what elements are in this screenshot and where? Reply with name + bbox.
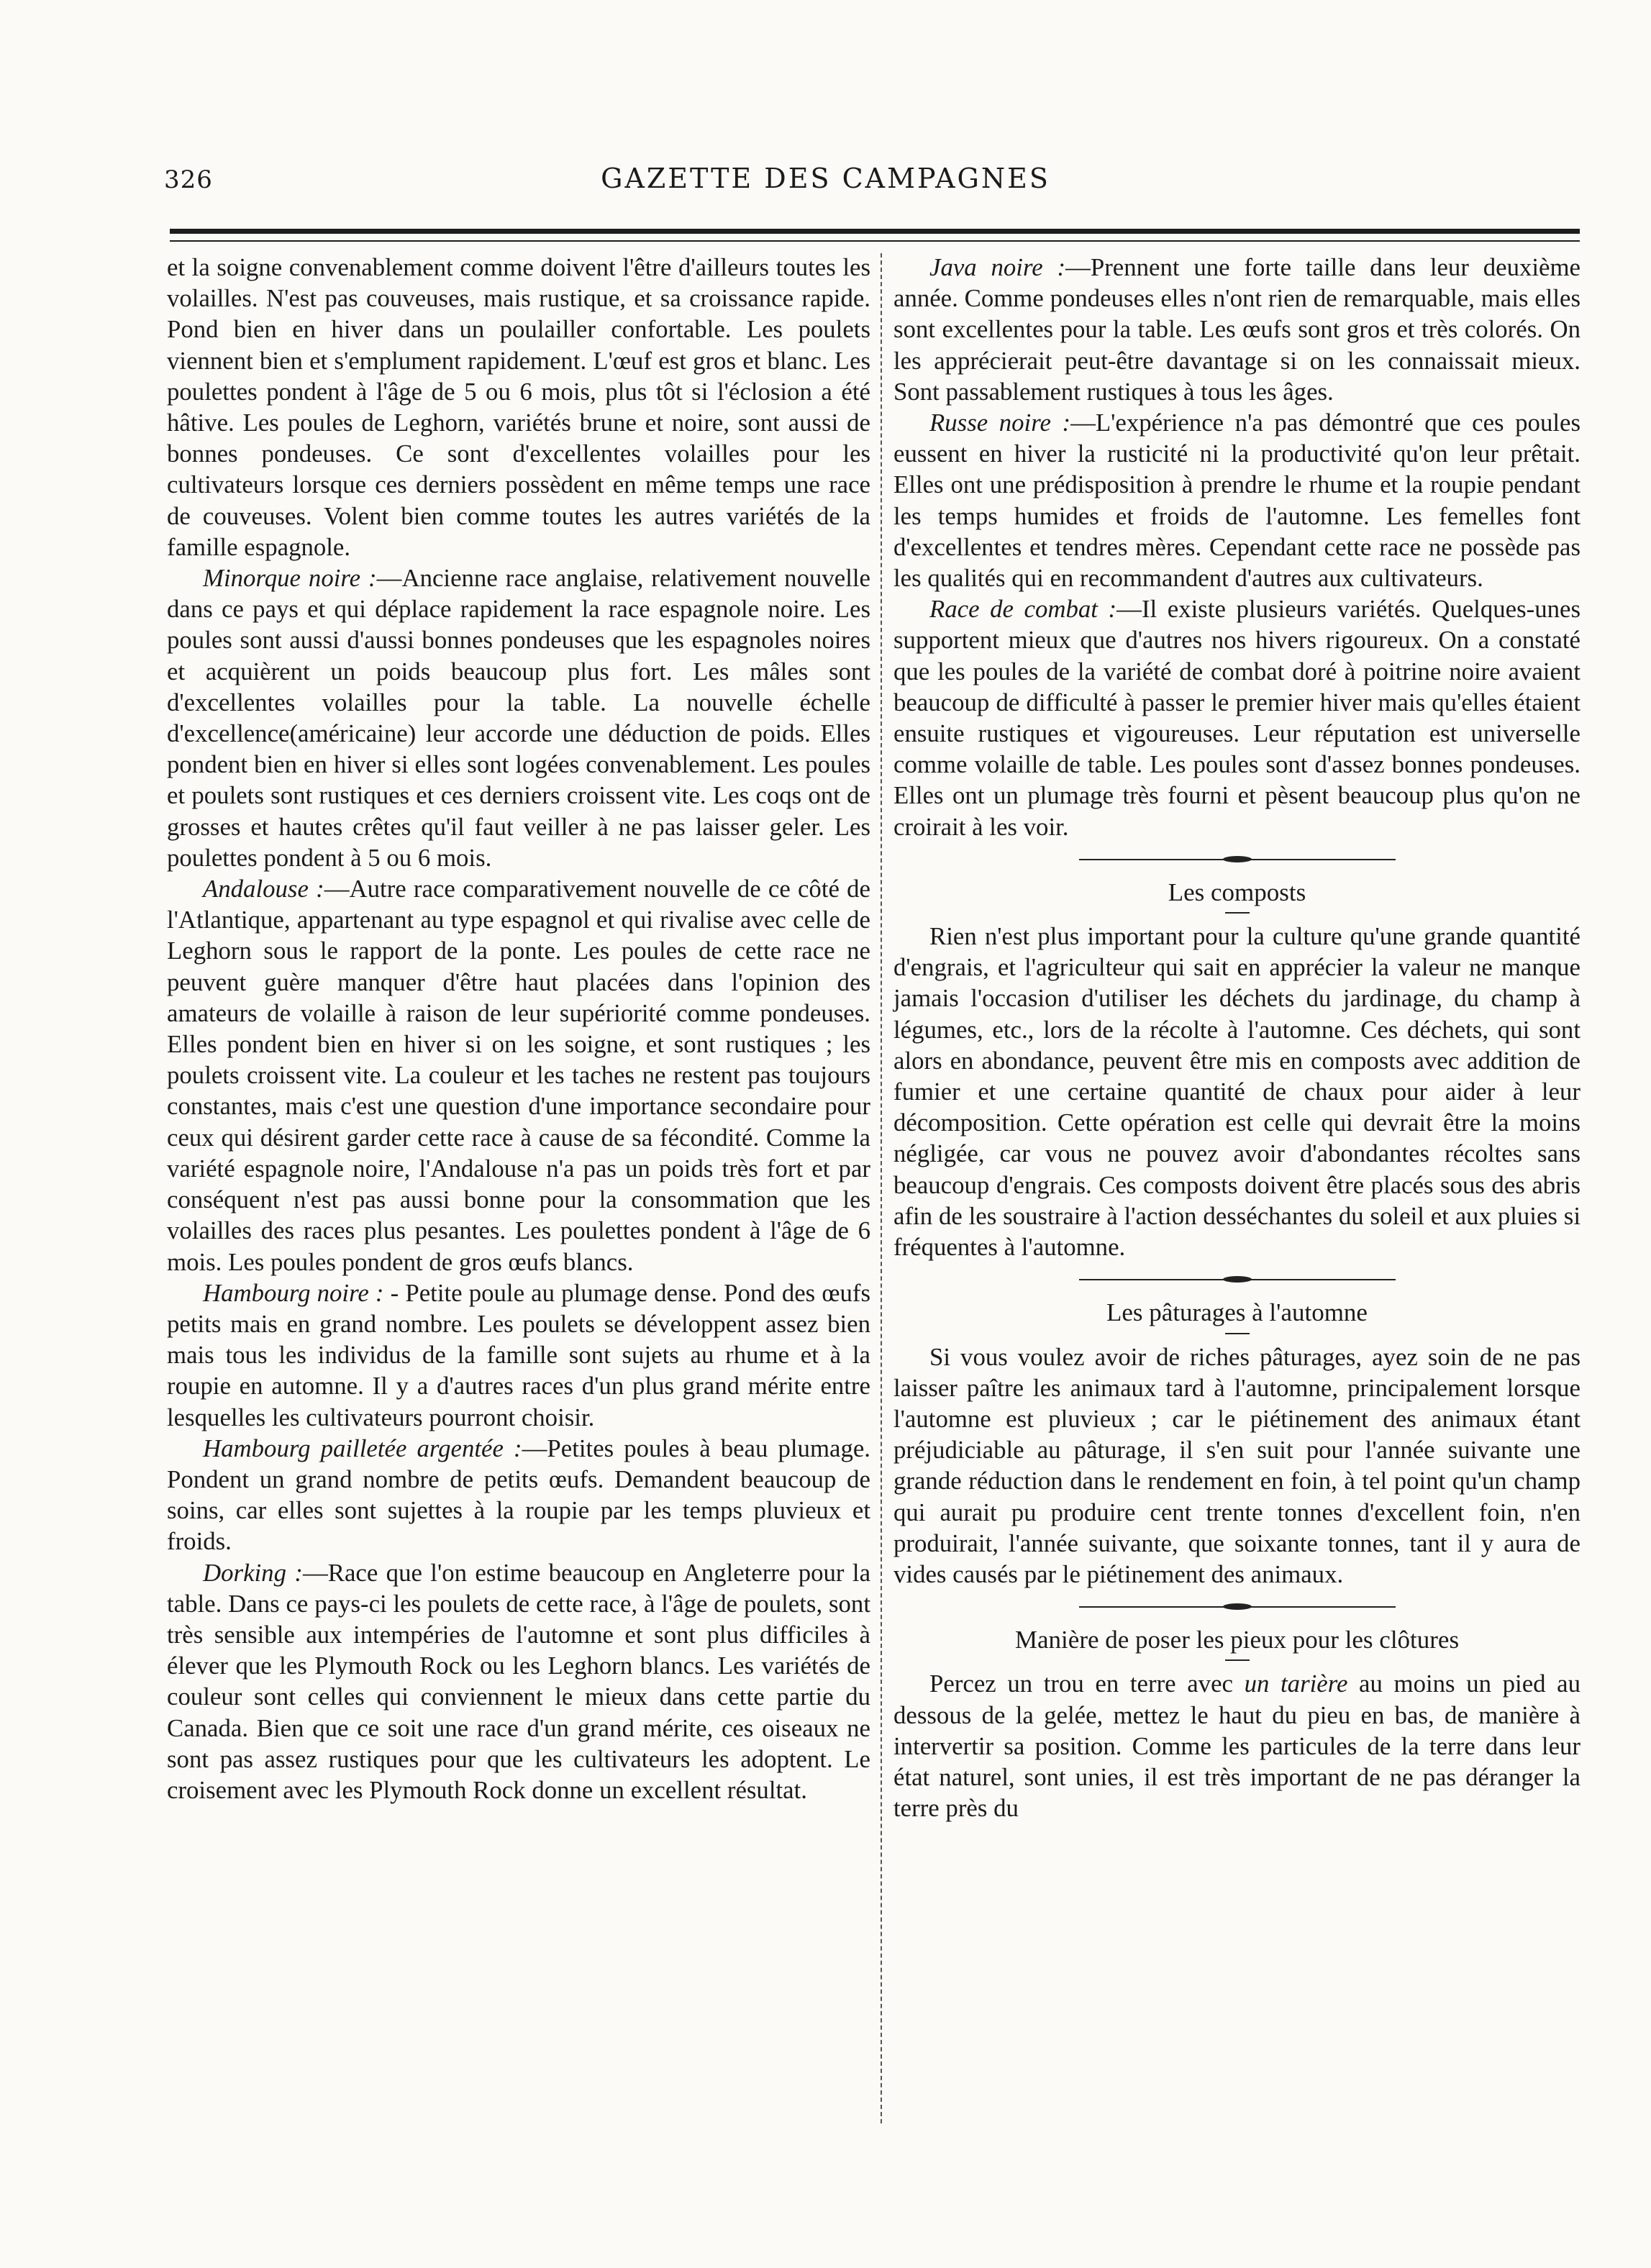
lead-hambourg-paillete: Hambourg pailletée argentée : xyxy=(203,1434,522,1462)
paragraph-russe xyxy=(893,407,1580,593)
section-ornament-rule xyxy=(1079,1278,1396,1281)
text-russe: —L'expérience n'a pas démontré que ces poules eussent en hiver la rusticité ni la productivité qu'on leur prêtait. Elles ont une prédisposition à prendre le rhume et la roupie pendant les temps humides et froids de l'automne. Les femelles font d'excellentes et tendres mères. Cependant cette race ne possède pas les qualités qui en recommandent d'autres aux cultivateurs. xyxy=(893,409,1580,593)
paragraph-paturages: Si vous voulez avoir de riches pâturages, ayez soin de ne pas laisser paître les animaux tard à l'automne, principalement lorsque l'automne est pluvieux ; car le piétinement des animaux étant préjudiciable au pâturage, il s'en suit pour l'année suivante une grande réduction dans le rendement en foin, à tel point qu'un champ qui aurait pu produire cent trente tonnes d'excellent foin, n'en produirait, l'année suivante, que soixante tonnes, tant il y aura de vides causés par le piétinement des animaux. xyxy=(893,1342,1580,1588)
page-number: 326 xyxy=(164,165,213,194)
paragraph-hambourg-noire xyxy=(167,1278,870,1433)
text-hambourg-noire: - Petite poule au plumage dense. Pond des œufs petits mais en grand nombre. Les poulets se développent assez bien mais tous les individus de la famille sont sujets au rhume et à la roupie en automne. Il y a d'autres races d'un plus grand mérite entre lesquelles les cultivateurs pourront choisir. xyxy=(167,1278,870,1431)
lead-russe: Russe noire : xyxy=(929,409,1071,437)
lead-minorque: Minorque noire : xyxy=(203,564,377,593)
text-pieux-a: Percez un trou en terre avec xyxy=(929,1670,1245,1698)
text-dorking: —Race que l'on estime beaucoup en Angleterre pour la table. Dans ce pays-ci les poulets de cette race, à l'âge de poulets, sont très sensible aux intempéries de l'automne et sont plus difficiles à élever que les Plymouth Rock ou les Leghorn blancs. Les variétés de couleur sont celles qui conviennent le mieux dans cette partie du Canada. Bien que ce soit une race d'un grand mérite, ces oiseaux ne sont pas assez rustiques pour que les cultivateurs les adoptent. Le croisement avec les Plymouth Rock donne un excellent résultat. xyxy=(167,1558,871,1804)
text-minorque: —Ancienne race anglaise, relativement nouvelle dans ce pays et qui déplace rapidement la race espagnole noire. Les poules sont aussi d'aussi bonnes pondeuses que les espagnoles noires et acquièrent un poids beaucoup plus fort. Les mâles sont d'excellentes volailles pour la table. La nouvelle échelle d'excellence(américaine) leur accorde une déduction de poids. Elles pondent bien en hiver si elles sont logées convenablement. Les poules et poulets sont rustiques et ces derniers croissent vite. Les coqs ont de grosses et hautes crêtes qu'il faut veiller à ne pas laisser geler. Les poulettes pondent à 5 ou 6 mois. xyxy=(167,564,870,872)
paragraph-minorque xyxy=(167,563,870,873)
paragraph-composts: Rien n'est plus important pour la culture qu'une grande quantité d'engrais, et l'agriculteur qui sait en apprécier la valeur ne manque jamais l'occasion d'utiliser les déchets du jardinage, du champ à légumes, etc., lors de la récolte à l'automne. Ces déchets, qui sont alors en abondance, peuvent être mis en composts avec addition de fumier et une certaine quantité de chaux pour aider à leur décomposition. Cette opération est celle qui devrait être la moins négligée, car vous ne pouvez avoir d'abondantes récoltes sans beaucoup d'engrais. Ces composts doivent être placés sous des abris afin de les soustraire à l'action desséchantes du soleil et aux pluies si fréquentes à l'automne. xyxy=(893,922,1580,1262)
text-combat: —Il existe plusieurs variétés. Quelques-unes supportent mieux que d'autres nos hivers rigoureux. On a constaté que les poules de la variété de combat doré à poitrine noire avaient beaucoup de difficulté à passer le premier hiver mais qu'elles étaient ensuite rustiques et vigoureuses. Leur réputation est universelle comme volaille de table. Les poules sont d'assez bonnes pondeuses. Elles ont un plumage très fourni et pèsent beaucoup plus qu'on ne croirait à les voir. xyxy=(893,595,1580,841)
running-title: GAZETTE DES CAMPAGNES xyxy=(601,163,1050,194)
section-title-paturages: Les pâturages à l'automne xyxy=(1106,1298,1368,1327)
paragraph-leghorn-continued: et la soigne convenablement comme doivent l'être d'ailleurs toutes les volailles. N'est pas couveuses, mais rustique, et sa croissance rapide. Pond bien en hiver dans un poulailler confortable. Les poulets viennent bien et s'emplument rapidement. L'œuf est gros et blanc. Les poulettes pondent à l'âge de 5 ou 6 mois, plus tôt si l'éclosion a été hâtive. Les poules de Leghorn, variétés brune et noire, sont aussi de bonnes pondeuses. Ce sont d'excellentes volailles pour les cultivateurs lorsque ces derniers possèdent en même temps une race de couveuses. Volent bien comme toutes les autres variétés de la famille espagnole. xyxy=(167,253,870,561)
text-pieux-italic: un tarière xyxy=(1244,1670,1348,1698)
right-column xyxy=(893,252,1580,1823)
text-hambourg-paillete: —Petites poules à beau plumage. Pondent un grand nombre de petits œufs. Demandent beaucoup de soins, car elles sont sujettes à la roupie par les temps pluvieux et froids. xyxy=(167,1434,870,1556)
lead-hambourg-noire: Hambourg noire : xyxy=(203,1278,384,1307)
section-dash xyxy=(1225,1659,1250,1661)
paragraph-java xyxy=(893,252,1580,407)
text-java: —Prennent une forte taille dans leur deuxième année. Comme pondeuses elles n'ont rien de remarquable, mais elles sont excellentes pour la table. Les œufs sont gros et très colorés. On les apprécierait peut-être davantage si on les connaissait mieux. Sont passablement rustiques à tous les âges. xyxy=(893,253,1580,406)
text-pieux-b: au moins un pied au dessous de la gelée, mettez le haut du pieu en bas, de manière à intervertir sa position. Comme les particules de la terre dans leur état naturel, sont unies, il est très important de ne pas déranger la terre près du xyxy=(893,1670,1580,1823)
section-ornament-rule xyxy=(1079,1606,1396,1608)
header-rule-thick xyxy=(170,229,1580,234)
paragraph-pieux xyxy=(893,1668,1580,1823)
text-andalouse: —Autre race comparativement nouvelle de ce côté de l'Atlantique, appartenant au type espagnol et qui rivalise avec celle de Leghorn sous le rapport de la ponte. Les poules de cette race ne peuvent guère manquer d'être haut placées dans l'opinion des amateurs de volaille à raison de leur supériorité comme pondeuses. Elles pondent bien en hiver si on les soigne, et sont rustiques ; les poulets croissent vite. La couleur et les taches ne restent pas toujours constantes, mais c'est une question d'une importance secondaire pour ceux qui désirent garder cette race à cause de sa fécondité. Comme la variété espagnole noire, l'Andalouse n'a pas un poids très fort et par conséquent n'est pas aussi bonne pour la consommation que les volailles des races plus pesantes. Les poulettes pondent à l'âge de 6 mois. Les poules pondent de gros œufs blancs. xyxy=(167,875,870,1276)
section-title-composts: Les composts xyxy=(1168,878,1306,906)
paragraph-combat xyxy=(893,593,1580,842)
lead-combat: Race de combat : xyxy=(929,595,1117,624)
paragraph-andalouse xyxy=(167,873,870,1278)
section-dash xyxy=(1225,912,1250,914)
header-rule-thin xyxy=(170,240,1580,242)
lead-andalouse: Andalouse : xyxy=(203,875,324,903)
section-ornament-rule xyxy=(1079,858,1396,861)
paragraph-dorking xyxy=(167,1557,870,1806)
paragraph-hambourg-paillete xyxy=(167,1433,870,1557)
lead-dorking: Dorking : xyxy=(203,1558,303,1587)
lead-java: Java noire : xyxy=(929,253,1066,281)
column-divider xyxy=(881,253,882,2123)
left-column xyxy=(167,252,870,1805)
section-dash xyxy=(1225,1333,1250,1334)
section-title-pieux: Manière de poser les pieux pour les clôtures xyxy=(1014,1626,1460,1654)
